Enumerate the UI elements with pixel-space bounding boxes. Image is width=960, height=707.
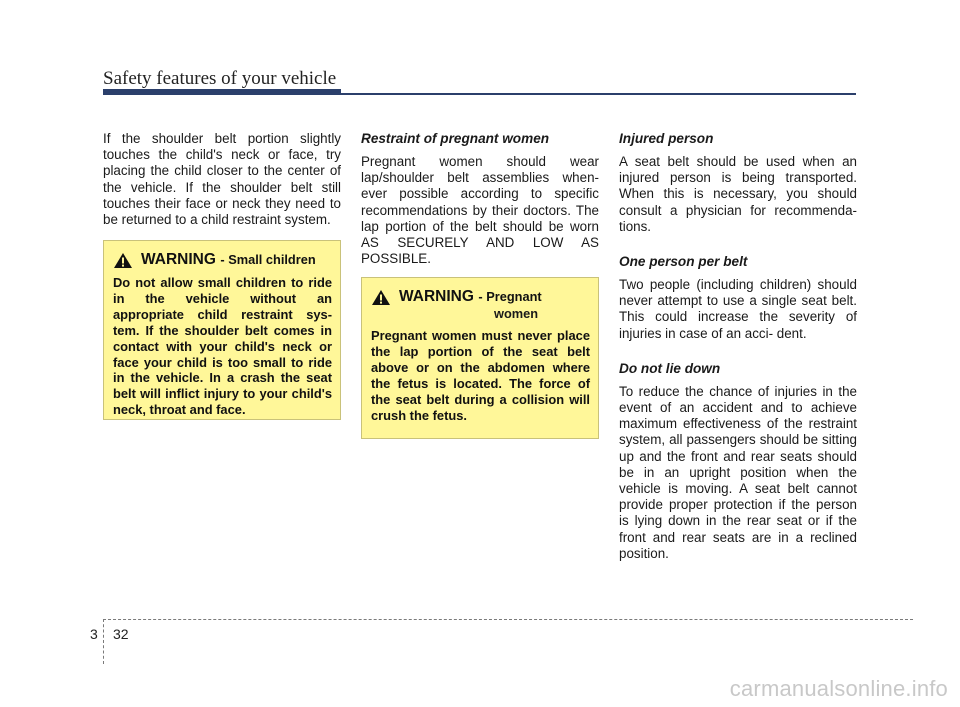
page-number: 32: [113, 626, 129, 642]
warning-label: WARNING: [141, 251, 216, 268]
watermark: carmanualsonline.info: [729, 676, 948, 701]
warning-box-small-children: [103, 240, 341, 420]
warning-triangle-icon: [371, 289, 391, 306]
warning-subtitle: - Small children: [220, 252, 316, 267]
warning-triangle-icon: [113, 252, 133, 269]
warning-subtitle-line2: women: [494, 306, 539, 321]
section-heading-one-person: One person per belt: [619, 254, 748, 270]
column-1: [103, 131, 341, 228]
warning-text: Do not allow small children to ride in the vehicle without an appropriate child restraint sys- tem. If the shoulder belt comes in contact with your child's neck or face your child is too small to ride in the vehicle. In a crash the seat belt will inflict injury to your child's neck, throat and face.: [113, 275, 332, 418]
warning-subtitle: - Pregnant: [478, 289, 542, 304]
chapter-number: 3: [90, 626, 98, 642]
warning-label: WARNING: [399, 288, 474, 305]
page-header-title: Safety features of your vehicle: [103, 68, 337, 89]
section-heading-pregnant: Restraint of pregnant women: [361, 131, 550, 146]
footer-divider: [103, 619, 104, 664]
column-2: [361, 131, 599, 267]
lie-down-paragraph: To reduce the chance of injuries in the event of an accident and to achieve maximum effectiveness of the restraint system, all passengers should be sitting up and the front and rear seats should be in an upright position when the vehicle is moving. A seat belt cannot provide proper protection if the person is lying down in the rear seat or if the front and rear seats are in a reclined position.: [619, 383, 857, 561]
child-belt-paragraph: If the shoulder belt portion slightly touches the child's neck or face, try placing the child closer to the center of the vehicle. If the shoulder belt still touches their face or neck they need to be returned to a child restraint system.: [103, 131, 341, 228]
pregnant-paragraph: Pregnant women should wear lap/shoulder belt assemblies when- ever possible according to specific recommendations by their doctors. The lap portion of the belt should be worn AS SECURELY AND LOW AS POSSIBLE.: [361, 154, 599, 267]
header-rule-thin: [103, 93, 856, 95]
warning-header: [113, 251, 332, 269]
warning-box-pregnant: [361, 277, 599, 439]
warning-header: [371, 288, 590, 322]
section-heading-lie-down: Do not lie down: [619, 360, 721, 376]
one-person-paragraph: Two people (including children) should never attempt to use a single seat belt. This could increase the severity of injuries in case of an acci- dent.: [619, 277, 857, 341]
column-3: [619, 131, 857, 562]
section-heading-injured: Injured person: [619, 131, 714, 146]
footer-rule: [103, 619, 913, 620]
warning-text: Pregnant women must never place the lap portion of the seat belt above or on the abdomen where the fetus is located. The force of the seat belt during a collision will crush the fetus.: [371, 328, 590, 423]
injured-paragraph: A seat belt should be used when an injured person is being transported. When this is necessary, you should consult a physician for recommenda- tions.: [619, 154, 857, 234]
